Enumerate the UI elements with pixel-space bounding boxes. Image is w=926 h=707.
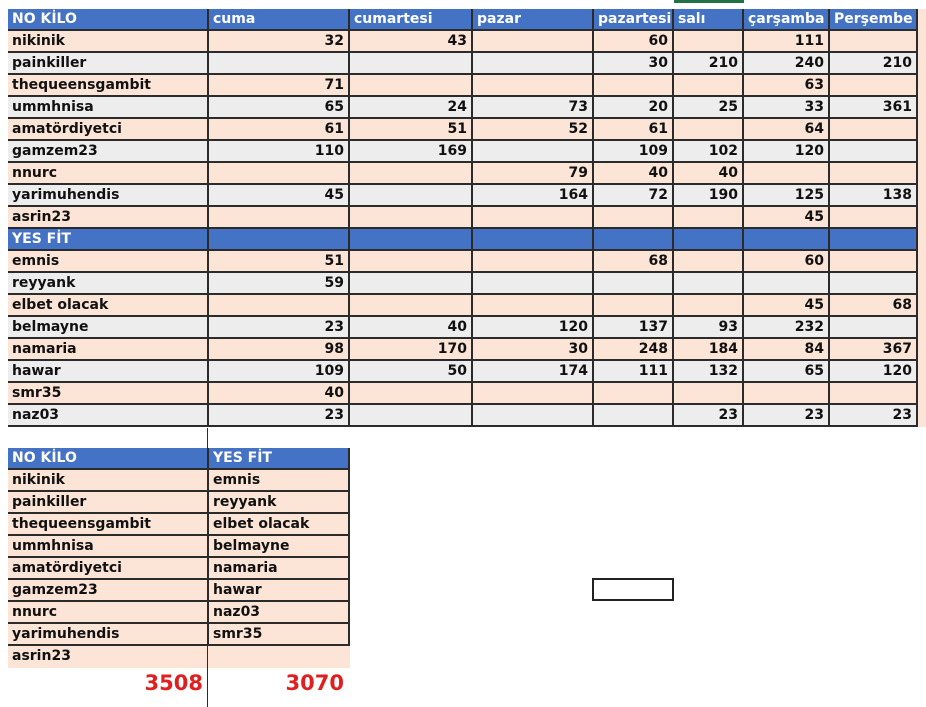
value-cell[interactable] [209,207,350,229]
value-cell[interactable]: 40 [594,163,674,185]
value-cell[interactable]: 40 [674,163,744,185]
value-cell[interactable]: 367 [830,339,918,361]
value-cell[interactable] [830,207,918,229]
value-cell[interactable] [830,163,918,185]
value-cell[interactable]: 109 [594,141,674,163]
value-cell[interactable]: 64 [744,119,830,141]
value-cell[interactable] [744,273,830,295]
summary-name-cell[interactable]: nikinik [8,470,209,492]
value-cell[interactable]: 51 [350,119,473,141]
value-cell[interactable] [350,251,473,273]
value-cell[interactable] [473,295,594,317]
section-header-cell[interactable] [473,229,594,251]
value-cell[interactable]: 164 [473,185,594,207]
value-cell[interactable] [350,295,473,317]
value-cell[interactable]: 60 [594,31,674,53]
row-name-cell[interactable]: painkiller [8,53,209,75]
value-cell[interactable]: 210 [674,53,744,75]
summary-name-cell[interactable]: hawar [209,580,350,602]
value-cell[interactable] [350,163,473,185]
summary-name-cell[interactable]: elbet olacak [209,514,350,536]
summary-name-cell[interactable]: thequeensgambit [8,514,209,536]
summary-name-cell[interactable] [209,646,350,668]
row-name-cell[interactable]: ummhnisa [8,97,209,119]
value-cell[interactable] [594,207,674,229]
selected-cell[interactable] [592,578,674,601]
value-cell[interactable]: 43 [350,31,473,53]
value-cell[interactable]: 20 [594,97,674,119]
row-name-cell[interactable]: reyyank [8,273,209,295]
summary-name-cell[interactable]: amatördiyetci [8,558,209,580]
header-cell[interactable]: cumartesi [350,9,473,31]
summary-name-cell[interactable]: reyyank [209,492,350,514]
value-cell[interactable]: 30 [594,53,674,75]
value-cell[interactable]: 248 [594,339,674,361]
value-cell[interactable]: 61 [209,119,350,141]
value-cell[interactable]: 132 [674,361,744,383]
value-cell[interactable] [674,383,744,405]
value-cell[interactable]: 111 [594,361,674,383]
value-cell[interactable] [209,295,350,317]
value-cell[interactable]: 361 [830,97,918,119]
section-header-cell[interactable] [350,229,473,251]
value-cell[interactable]: 23 [209,405,350,427]
row-name-cell[interactable]: elbet olacak [8,295,209,317]
value-cell[interactable]: 23 [674,405,744,427]
value-cell[interactable] [594,405,674,427]
summary-header-cell[interactable]: YES FİT [209,448,350,470]
value-cell[interactable] [350,53,473,75]
value-cell[interactable]: 33 [744,97,830,119]
summary-header-cell[interactable]: NO KİLO [8,448,209,470]
row-name-cell[interactable]: namaria [8,339,209,361]
value-cell[interactable] [744,383,830,405]
summary-name-cell[interactable]: smr35 [209,624,350,646]
value-cell[interactable] [744,163,830,185]
value-cell[interactable]: 98 [209,339,350,361]
header-cell[interactable]: pazartesi [594,9,674,31]
value-cell[interactable]: 120 [473,317,594,339]
value-cell[interactable]: 210 [830,53,918,75]
value-cell[interactable] [473,207,594,229]
value-cell[interactable]: 170 [350,339,473,361]
value-cell[interactable]: 23 [209,317,350,339]
section-header-cell[interactable] [594,229,674,251]
value-cell[interactable]: 111 [744,31,830,53]
value-cell[interactable] [830,31,918,53]
value-cell[interactable] [350,185,473,207]
value-cell[interactable] [674,295,744,317]
value-cell[interactable] [473,75,594,97]
value-cell[interactable]: 73 [473,97,594,119]
summary-name-cell[interactable]: belmayne [209,536,350,558]
value-cell[interactable] [350,207,473,229]
value-cell[interactable]: 174 [473,361,594,383]
summary-name-cell[interactable]: gamzem23 [8,580,209,602]
row-name-cell[interactable]: nikinik [8,31,209,53]
row-name-cell[interactable]: gamzem23 [8,141,209,163]
row-name-cell[interactable]: amatördiyetci [8,119,209,141]
row-name-cell[interactable]: naz03 [8,405,209,427]
section-header-cell[interactable] [830,229,918,251]
value-cell[interactable] [209,53,350,75]
value-cell[interactable]: 93 [674,317,744,339]
value-cell[interactable]: 72 [594,185,674,207]
total-value[interactable]: 3070 [209,672,350,698]
value-cell[interactable] [350,273,473,295]
value-cell[interactable] [473,273,594,295]
value-cell[interactable] [473,251,594,273]
value-cell[interactable] [473,141,594,163]
value-cell[interactable]: 45 [744,295,830,317]
row-name-cell[interactable]: smr35 [8,383,209,405]
value-cell[interactable] [473,53,594,75]
next-column-edge [918,9,926,427]
value-cell[interactable] [350,405,473,427]
value-cell[interactable]: 79 [473,163,594,185]
value-cell[interactable] [594,273,674,295]
value-cell[interactable]: 120 [744,141,830,163]
value-cell[interactable]: 45 [209,185,350,207]
summary-name-cell[interactable]: nnurc [8,602,209,624]
value-cell[interactable] [674,273,744,295]
header-cell[interactable]: cuma [209,9,350,31]
value-cell[interactable] [674,207,744,229]
value-cell[interactable]: 32 [209,31,350,53]
value-cell[interactable] [674,119,744,141]
value-cell[interactable]: 50 [350,361,473,383]
value-cell[interactable]: 71 [209,75,350,97]
value-cell[interactable] [594,75,674,97]
section-header-cell[interactable] [209,229,350,251]
summary-name-cell[interactable]: naz03 [209,602,350,624]
value-cell[interactable] [473,405,594,427]
value-cell[interactable] [594,383,674,405]
value-cell[interactable]: 84 [744,339,830,361]
value-cell[interactable] [830,273,918,295]
header-cell[interactable]: Perşembe [830,9,918,31]
value-cell[interactable]: 169 [350,141,473,163]
summary-name-cell[interactable]: yarimuhendis [8,624,209,646]
value-cell[interactable] [830,317,918,339]
summary-name-cell[interactable]: painkiller [8,492,209,514]
value-cell[interactable]: 125 [744,185,830,207]
column-divider [207,428,208,707]
total-value[interactable]: 3508 [8,672,209,698]
header-cell[interactable]: NO KİLO [8,9,209,31]
value-cell[interactable]: 240 [744,53,830,75]
header-cell[interactable]: pazar [473,9,594,31]
value-cell[interactable] [473,31,594,53]
value-cell[interactable] [473,383,594,405]
value-cell[interactable]: 23 [744,405,830,427]
value-cell[interactable]: 51 [209,251,350,273]
row-name-cell[interactable]: hawar [8,361,209,383]
header-cell[interactable]: salı [674,9,744,31]
value-cell[interactable]: 23 [830,405,918,427]
row-name-cell[interactable]: belmayne [8,317,209,339]
header-cell[interactable]: çarşamba [744,9,830,31]
value-cell[interactable]: 61 [594,119,674,141]
row-name-cell[interactable]: nnurc [8,163,209,185]
value-cell[interactable]: 40 [350,317,473,339]
value-cell[interactable]: 137 [594,317,674,339]
value-cell[interactable]: 109 [209,361,350,383]
value-cell[interactable]: 24 [350,97,473,119]
row-name-cell[interactable]: asrin23 [8,207,209,229]
row-name-cell[interactable]: emnis [8,251,209,273]
value-cell[interactable]: 63 [744,75,830,97]
value-cell[interactable]: 102 [674,141,744,163]
value-cell[interactable] [674,251,744,273]
value-cell[interactable] [830,75,918,97]
value-cell[interactable] [350,75,473,97]
section-header-cell[interactable] [674,229,744,251]
value-cell[interactable]: 232 [744,317,830,339]
value-cell[interactable]: 60 [744,251,830,273]
summary-name-cell[interactable]: namaria [209,558,350,580]
value-cell[interactable]: 68 [594,251,674,273]
value-cell[interactable] [674,31,744,53]
summary-name-cell[interactable]: ummhnisa [8,536,209,558]
row-name-cell[interactable]: yarimuhendis [8,185,209,207]
value-cell[interactable] [830,119,918,141]
section-header-yes-fit[interactable]: YES FİT [8,229,209,251]
row-name-cell[interactable]: thequeensgambit [8,75,209,97]
value-cell[interactable]: 30 [473,339,594,361]
value-cell[interactable]: 59 [209,273,350,295]
value-cell[interactable]: 184 [674,339,744,361]
value-cell[interactable] [594,295,674,317]
summary-name-cell[interactable]: asrin23 [8,646,209,668]
value-cell[interactable] [830,383,918,405]
section-header-cell[interactable] [744,229,830,251]
active-column-marker [674,0,744,3]
value-cell[interactable]: 52 [473,119,594,141]
value-cell[interactable]: 25 [674,97,744,119]
value-cell[interactable] [830,141,918,163]
value-cell[interactable]: 45 [744,207,830,229]
value-cell[interactable]: 40 [209,383,350,405]
value-cell[interactable]: 190 [674,185,744,207]
value-cell[interactable]: 65 [209,97,350,119]
value-cell[interactable] [350,383,473,405]
value-cell[interactable]: 68 [830,295,918,317]
value-cell[interactable]: 120 [830,361,918,383]
value-cell[interactable]: 138 [830,185,918,207]
value-cell[interactable] [674,75,744,97]
summary-name-cell[interactable]: emnis [209,470,350,492]
value-cell[interactable] [830,251,918,273]
value-cell[interactable]: 110 [209,141,350,163]
value-cell[interactable]: 65 [744,361,830,383]
value-cell[interactable] [209,163,350,185]
